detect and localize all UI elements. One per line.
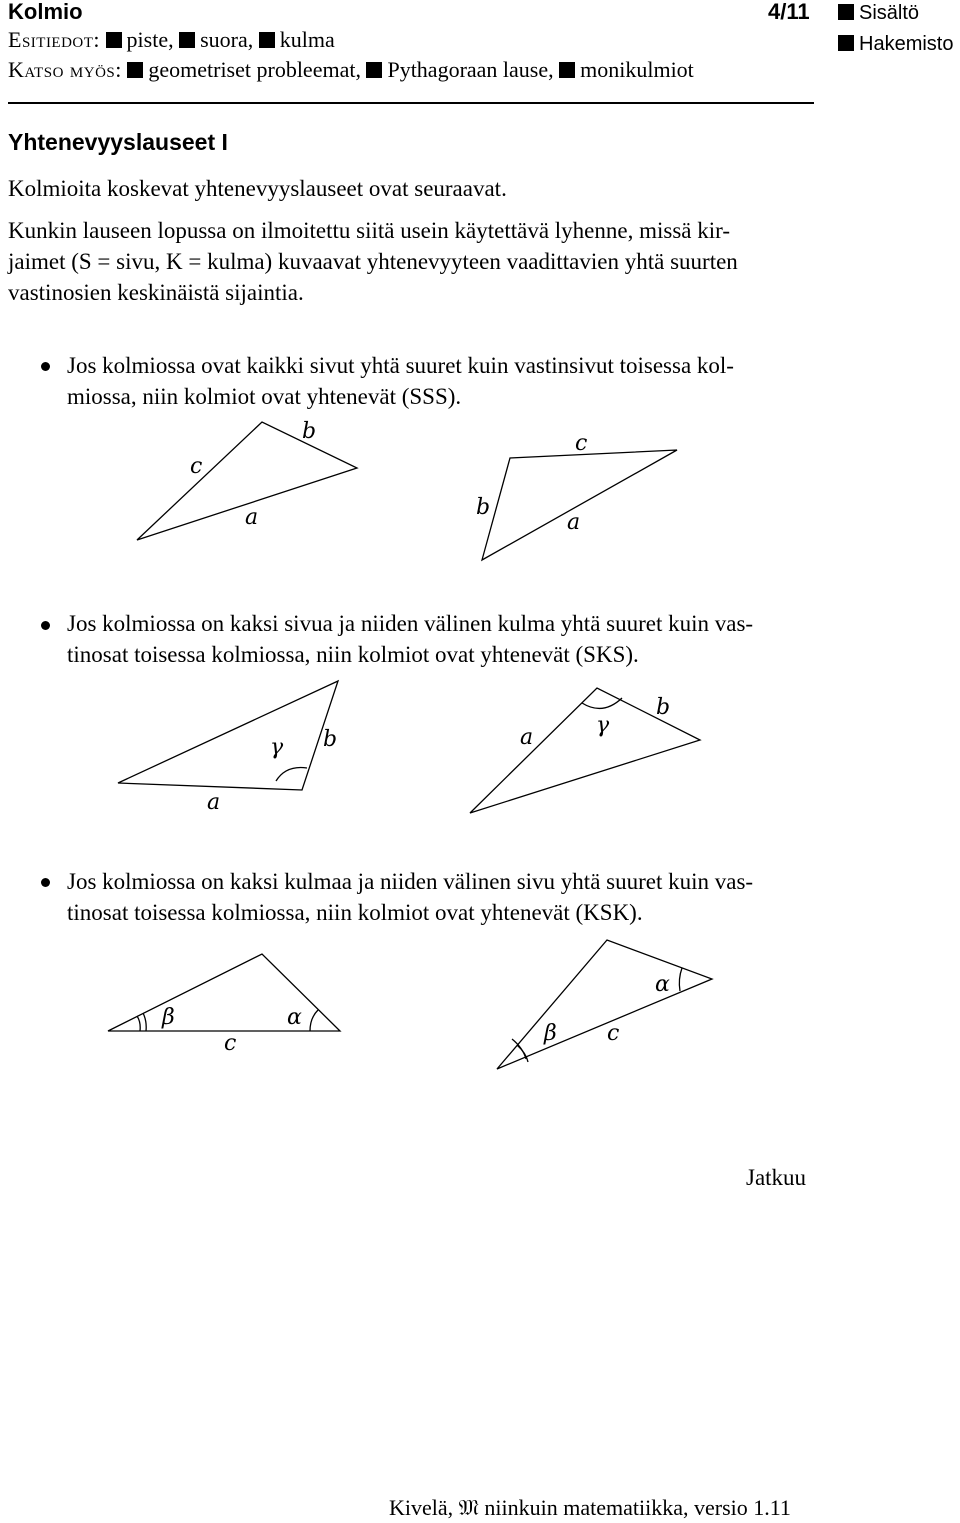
bullet-icon [41, 362, 50, 371]
square-bullet-icon [259, 32, 275, 48]
prerequisites-label: Esitiedot: [8, 27, 101, 52]
side-label-c: c [190, 454, 203, 479]
explanation-line-1: Kunkin lauseen lopussa on ilmoitettu siitä usein käytettävä lyhenne, missä kir- [8, 218, 730, 243]
angle-label-alpha: α [287, 1005, 302, 1030]
angle-label-alpha: α [655, 972, 670, 997]
footer [389, 1495, 791, 1521]
sks-figure [0, 670, 960, 830]
see-also-line [8, 57, 694, 83]
square-bullet-icon [179, 32, 195, 48]
ksk-figure [0, 936, 960, 1076]
footer-author: Kivelä, [389, 1495, 454, 1520]
side-label-b: b [476, 495, 491, 520]
prereq-link-point[interactable]: piste, [106, 27, 174, 52]
section-title: Yhtenevyyslauseet I [8, 129, 228, 155]
theorem-sss-line-2: miossa, niin kolmiot ovat yhtenevät (SSS). [67, 384, 462, 409]
theorem-sss-line-1: Jos kolmiossa ovat kaikki sivut yhtä suuret kuin vastinsivut toisessa kol- [67, 353, 734, 378]
prereq-link-angle[interactable]: kulma [259, 27, 335, 52]
side-label-c: c [575, 431, 588, 456]
side-label-a: a [520, 725, 534, 750]
header-rule [8, 102, 814, 104]
angle-arc [137, 1016, 140, 1031]
angle-arc [582, 698, 622, 708]
angle-label-gamma: γ [270, 735, 284, 760]
angle-arc [143, 1013, 146, 1031]
explanation-line-3: vastinosien keskinäistä sijaintia. [8, 280, 304, 305]
bullet-icon [41, 621, 50, 630]
square-bullet-icon [127, 62, 143, 78]
see-also-label: Katso myös: [8, 57, 122, 82]
ksk-triangle-left [108, 954, 340, 1056]
theorem-ksk-line-2: tinosat toisessa kolmiossa, niin kolmiot ovat yhtenevät (KSK). [67, 900, 643, 925]
side-label-b: b [656, 695, 671, 720]
side-label-c: c [607, 1021, 620, 1046]
see-also-link-polygons[interactable]: monikulmiot [559, 57, 694, 82]
theorem-ksk-line-1: Jos kolmiossa on kaksi kulmaa ja niiden välinen sivu yhtä suuret kuin vas- [67, 869, 754, 894]
theorem-sks-line-1: Jos kolmiossa on kaksi sivua ja niiden välinen kulma yhtä suuret kuin vas- [67, 611, 754, 636]
intro-text: Kolmioita koskevat yhtenevyyslauseet ovat seuraavat. [8, 176, 507, 201]
angle-arc [276, 768, 307, 781]
angle-arc [310, 1010, 318, 1031]
sks-triangle-right [470, 688, 700, 813]
continue-link[interactable]: Jatkuu [746, 1165, 807, 1190]
square-bullet-icon [838, 4, 854, 20]
square-bullet-icon [838, 35, 854, 51]
prerequisites-line [8, 27, 335, 53]
square-bullet-icon [366, 62, 382, 78]
prereq-link-line[interactable]: suora, [179, 27, 253, 52]
page-title: Kolmio [8, 0, 83, 24]
sss-triangle-right [476, 431, 677, 560]
side-label-b: b [323, 727, 338, 752]
page-number: 4/11 [768, 0, 810, 24]
see-also-link-geometric-problems[interactable]: geometriset probleemat, [127, 57, 361, 82]
footer-logo: 𝔐 [458, 1496, 479, 1521]
side-label-a: a [245, 505, 259, 530]
sss-triangle-left [137, 419, 357, 540]
nav-contents-link[interactable]: Sisältö [838, 2, 919, 25]
footer-series: niinkuin matematiikka, versio 1.11 [484, 1495, 791, 1520]
square-bullet-icon [559, 62, 575, 78]
explanation-line-2: jaimet (S = sivu, K = kulma) kuvaavat yhtenevyyteen vaadittavien yhtä suurten [8, 249, 738, 274]
nav-index-link[interactable]: Hakemisto [838, 33, 953, 56]
side-label-a: a [567, 510, 581, 535]
angle-arc [679, 968, 682, 991]
ksk-triangle-right [497, 940, 712, 1069]
side-label-b: b [302, 419, 317, 444]
side-label-a: a [207, 790, 221, 815]
theorem-sks-line-2: tinosat toisessa kolmiossa, niin kolmiot ovat yhtenevät (SKS). [67, 642, 639, 667]
bullet-icon [41, 878, 50, 887]
angle-label-beta: β [544, 1021, 557, 1046]
sks-triangle-left [118, 681, 338, 815]
angle-label-gamma: γ [596, 713, 610, 738]
angle-label-beta: β [162, 1005, 175, 1030]
see-also-link-pythagoras[interactable]: Pythagoraan lause, [366, 57, 553, 82]
sss-figure [0, 410, 960, 580]
side-label-c: c [224, 1031, 237, 1056]
square-bullet-icon [106, 32, 122, 48]
